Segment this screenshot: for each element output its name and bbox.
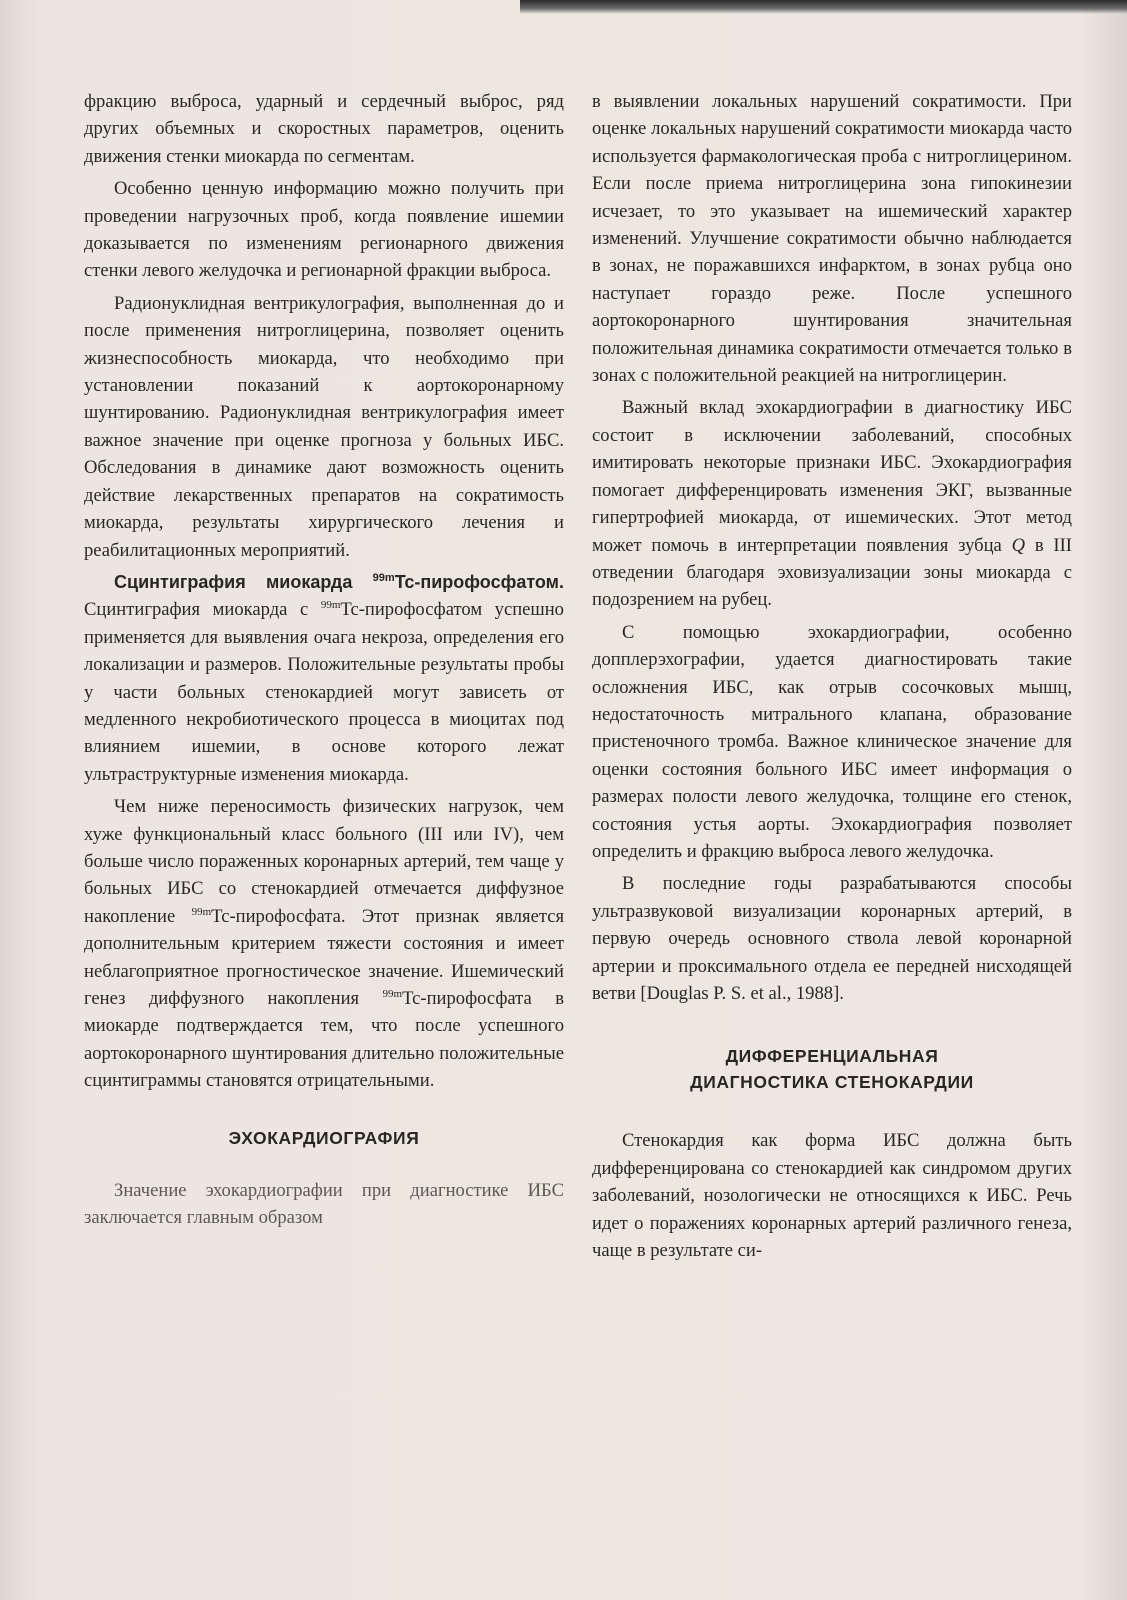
right-column — [592, 88, 1072, 1264]
section-heading-echo: ЭХОКАРДИОГРАФИЯ — [228, 1127, 420, 1148]
q-wave-letter: Q — [1011, 534, 1026, 556]
scan-edge-shadow — [520, 0, 1127, 14]
heading-line: ДИАГНОСТИКА СТЕНОКАРДИИ — [690, 1072, 974, 1093]
paragraph: Стенокардия как форма ИБС должна быть дифференцирована со стенокардией как синдромом других заболеваний, нозологически не относящихся к ИБС. Речь идет о поражениях коронарных артерий различного генеза, чаще в результате си- — [592, 1130, 1072, 1262]
run-in-heading — [114, 572, 564, 592]
paragraph: в выявлении локальных нарушений сократимости. При оценке локальных нарушений сократимости миокарда часто используется фармакологическая проба с нитроглицерином. Если после приема нитроглицерина зона гипокинезии исчезает, то это указывает на ишемический характер изменений. Улучшение сократимости обычно наблюдается в зонах, не поражавшихся инфарктом, в зонах рубца оно наступает гораздо реже. После успешного аортокоронарного шунтирования значительная положительная динамика сократимости отмечается только в зонах с положительной реакцией на нитроглицерин. — [592, 91, 1072, 387]
paragraph-text: Чем ниже переносимость физических нагрузок, чем хуже функциональный класс больного (III или IV), чем больше число пораженных коронарных артерий, тем чаще у больных ИБС со стенокардией отмечается диффузное накопление — [84, 796, 564, 927]
isotope-superscript: 99m — [191, 905, 212, 918]
paragraph: фракцию выброса, ударный и сердечный выброс, ряд других объемных и скоростных параметров, оценить движения стенки миокарда по сегментам. — [84, 91, 564, 167]
paragraph-scintigraphy — [84, 569, 564, 788]
paragraph-text: Сцинтиграфия миокарда с — [84, 599, 321, 621]
paragraph: Радионуклидная вентрикулография, выполненная до и после применения нитроглицерина, позволяет оценить жизнеспособность миокарда, что необходимо при установлении показаний к аортокоронарному шунтированию. Радионуклидная вентрикулография имеет важное значение при оценке прогноза у больных ИБС. Обследования в динамике дают возможность оценить действие лекарственных препаратов на сократимость миокарда, результаты хирургического лечения и реабилитационных мероприятий. — [84, 292, 564, 561]
run-in-heading-text: Tc-пирофосфатом. — [394, 571, 564, 592]
paragraph: С помощью эхокардиографии, особенно допплерэхографии, удается диагностировать такие осложнения ИБС, как отрыв сосочковых мышц, недостаточность митрального клапана, образование пристеночного тромба. Важное клиническое значение для оценки состояния больного ИБС имеет информация о размерах полости левого желудочка, толщине его стенок, состояния устья аорты. Эхокардиография позволяет определить и фракцию выброса левого желудочка. — [592, 621, 1072, 862]
run-in-heading-text: Сцинтиграфия миокарда — [114, 571, 373, 592]
paragraph-text: в III отведении благодаря эховизуализации зоны миокарда с подозрением на рубец. — [592, 534, 1072, 611]
paragraph: Особенно ценную информацию можно получить при проведении нагрузочных проб, когда появление ишемии доказывается по изменениям регионарного движения стенки левого желудочка и регионарной фракции выброса. — [84, 178, 564, 282]
paragraph: Значение эхокардиографии при диагностике ИБС заключается главным образом — [84, 1179, 564, 1229]
paragraph — [592, 394, 1072, 613]
section-heading-differential — [592, 1043, 1072, 1095]
isotope-superscript: 99m — [372, 571, 395, 584]
heading-line: ДИФФЕРЕНЦИАЛЬНАЯ — [725, 1046, 939, 1067]
paragraph-text: Tc-пирофосфата в миокарде подтверждается тем, что после успешного аортокоронарного шунтирования длительно положительные сцинтиграммы становятся отрицательными. — [84, 988, 564, 1092]
isotope-superscript: 99m — [320, 599, 341, 612]
paragraph-text: Tc-пирофосфатом успешно применяется для выявления очага некроза, определения его локализации и размеров. Положительные результаты пробы у части больных стенокардией могут зависеть от медленного некробиотического процесса в миоцитах под влиянием ишемии, в основе которого лежат ультраструктурные изменения миокарда. — [84, 599, 564, 785]
isotope-superscript: 99m — [382, 987, 403, 1000]
paragraph-text: Tc-пирофосфата. Этот признак является дополнительным критерием тяжести состояния и имеет неблагоприятное прогностическое значение. Ишемический генез диффузного накопления — [84, 905, 564, 1009]
paragraph-text: Важный вклад эхокардиографии в диагностику ИБС состоит в исключении заболеваний, способных имитировать некоторые признаки ИБС. Эхокардиография помогает дифференцировать изменения ЭКГ, вызванные гипертрофией миокарда, от ишемических. Этот метод может помочь в интерпретации появления зубца — [592, 397, 1072, 556]
paragraph — [84, 793, 564, 1094]
left-column — [84, 88, 564, 1231]
paragraph: В последние годы разрабатываются способы ультразвуковой визуализации коронарных артерий, в первую очередь основного ствола левой коронарной артерии и проксимального отдела ее передней нисходящей ветви [Douglas P. S. et al., 1988]. — [592, 873, 1072, 1004]
